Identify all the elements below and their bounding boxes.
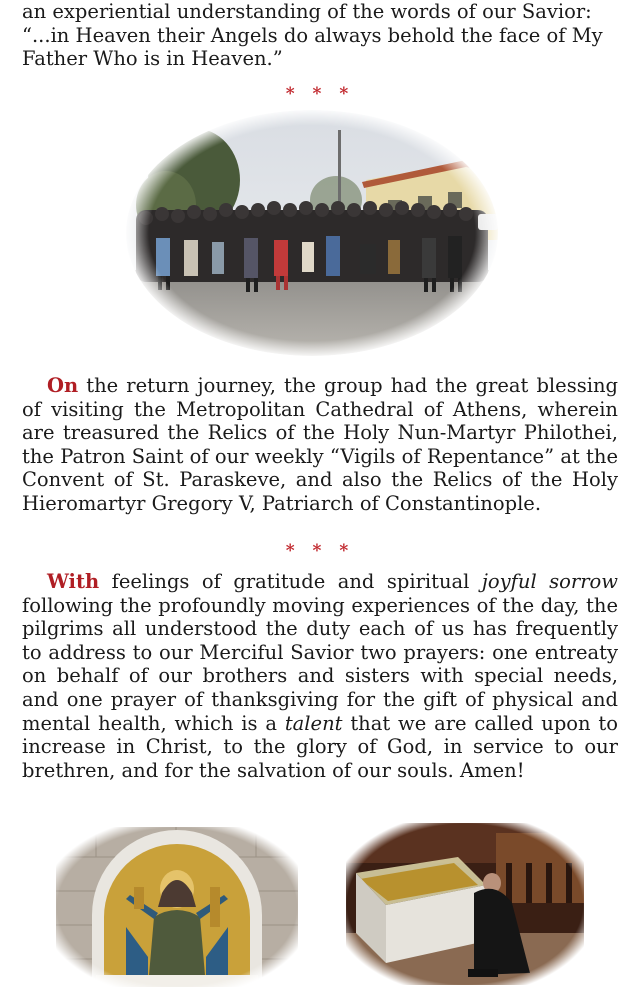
paragraph-text: the return journey, the group had the great blessing of visiting the Metropolitan Cathedral of Athens, wherein are treasured the Relics of the Holy Nun-Martyr Philothei, the Patron Saint of our weekly “Vigils of Repentance” at the Convent of St. Paraskeve, and also the Relics of the Holy Hieromartyr Gregory V, Patriarch of Constantinople. <box>22 374 618 515</box>
text-line: Father Who is in Heaven.” <box>22 47 283 71</box>
section-separator: * * * <box>285 541 355 561</box>
paragraph-text: that we are called upon to increase in Christ, to the glory of God, in service to our brethren, and for the salvation of our souls. Amen! <box>22 711 619 782</box>
paragraph-return-journey <box>22 374 618 516</box>
emphasis-text: talent <box>284 711 343 735</box>
group-photo <box>126 110 498 356</box>
text-line: an experiential understanding of the words of our Savior: <box>22 0 592 23</box>
relics-reliquary-photo <box>346 823 584 985</box>
paragraph-text: feelings of gratitude and spiritual <box>99 570 482 593</box>
paragraph-gratitude <box>22 570 618 782</box>
paragraph-text: following the profoundly moving experiences of the day, the pilgrims all understood the duty each of us has frequently to address to our Merciful Savior two prayers: one entreaty on behalf of our brothers and sisters with special needs, and one prayer of thanksgiving for the gift of physical and mental health, which is a <box>22 593 618 735</box>
paragraph-continuation <box>22 0 618 71</box>
emphasis-text: joyful sorrow <box>481 570 618 593</box>
drop-lead-word: On <box>47 374 79 397</box>
section-separator: * * * <box>285 84 355 104</box>
drop-lead-word: With <box>47 570 100 593</box>
mosaic-icon-photo <box>56 827 298 987</box>
text-line: “...in Heaven their Angels do always behold the face of My <box>22 23 603 47</box>
